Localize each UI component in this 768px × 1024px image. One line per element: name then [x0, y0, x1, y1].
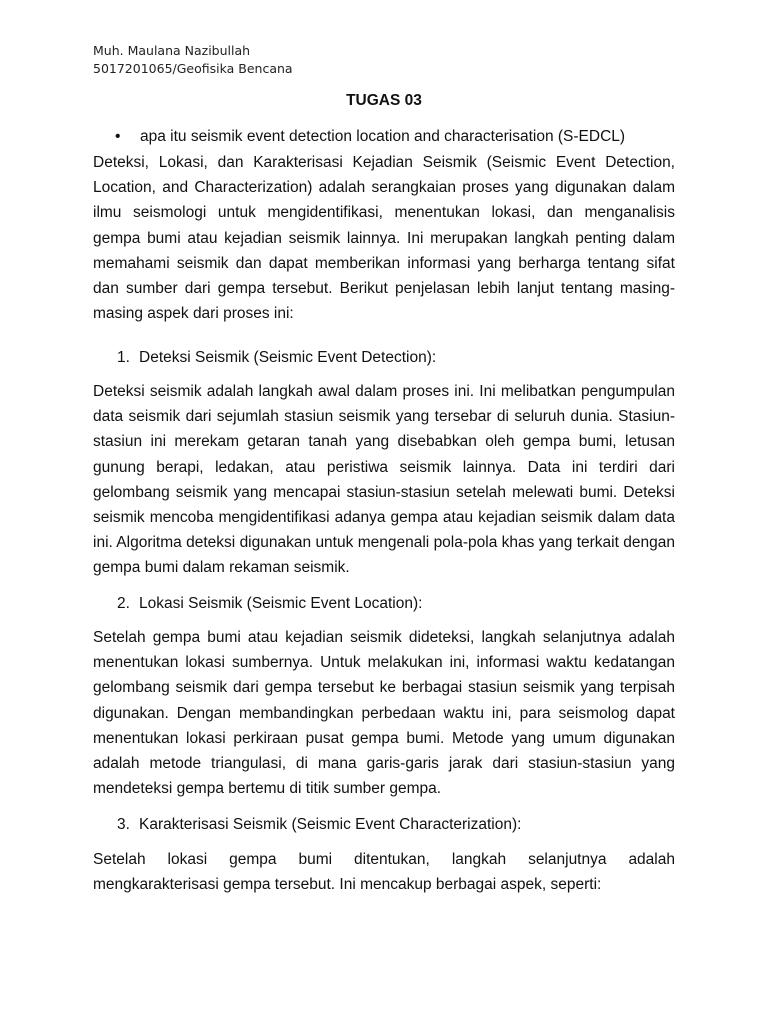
section-heading-2: [117, 594, 422, 614]
section-body-1: Deteksi seismik adalah langkah awal dalam proses ini. Ini melibatkan pengumpulan data seismik dari sejumlah stasiun seismik yang tersebar di seluruh dunia. Stasiun-stasiun ini merekam getaran tanah yang disebabkan oleh gempa bumi, letusan gunung berapi, ledakan, atau peristiwa seismik lainnya. Data ini terdiri dari gelombang seismik yang mencapai stasiun-stasiun setelah melewati bumi. Deteksi seismik mencoba mengidentifikasi adanya gempa atau kejadian seismik dalam data ini. Algoritma deteksi digunakan untuk mengenali pola-pola khas yang terkait dengan gempa bumi dalam rekaman seismik.: [93, 383, 675, 577]
section-heading-3: [117, 815, 521, 835]
section-title-2: Lokasi Seismik (Seismic Event Location):: [139, 595, 423, 612]
question-text: apa itu seismik event detection location and characterisation (S-EDCL): [140, 128, 626, 145]
section-body-2: Setelah gempa bumi atau kejadian seismik dideteksi, langkah selanjutnya adalah menentukan lokasi sumbernya. Untuk melakukan ini, informasi waktu kedatangan gelombang seismik dari gempa tersebut ke berbagai stasiun seismik yang terpisah digunakan. Dengan membandingkan perbedaan waktu ini, para seismolog dapat menentukan lokasi perkiraan pusat gempa bumi. Metode yang umum digunakan adalah metode triangulasi, di mana garis-garis jarak dari stasiun-stasiun yang mendeteksi gempa bertemu di titik sumber gempa.: [93, 629, 675, 798]
intro-paragraph: Deteksi, Lokasi, dan Karakterisasi Kejadian Seismik (Seismic Event Detection, Location, and Characterization) adalah serangkaian proses yang digunakan dalam ilmu seismologi untuk mengidentifikasi, menentukan lokasi, dan menganalisis gempa bumi atau kejadian seismik lainnya. Ini merupakan langkah penting dalam memahami seismik dan dapat memberikan informasi yang berharga tentang sifat dan sumber dari gempa tersebut. Berikut penjelasan lebih lanjut tentang masing-masing aspek dari proses ini:: [93, 154, 675, 323]
section-number-3: 3.: [117, 816, 130, 833]
document-title: TUGAS 03: [346, 92, 422, 109]
question-bullet: [115, 127, 625, 147]
section-number-2: 2.: [117, 595, 130, 612]
section-heading-1: [117, 348, 436, 368]
student-id-department: 5017201065/Geofisika Bencana: [93, 60, 293, 76]
section-body-3: Setelah lokasi gempa bumi ditentukan, langkah selanjutnya adalah mengkarakterisasi gempa tersebut. Ini mencakup berbagai aspek, seperti:: [93, 851, 675, 894]
bullet-icon: •: [115, 128, 121, 145]
section-number-1: 1.: [117, 349, 130, 366]
author-name: Muh. Maulana Nazibullah: [93, 43, 251, 58]
section-title-1: Deteksi Seismik (Seismic Event Detection):: [139, 349, 437, 366]
section-title-3: Karakterisasi Seismik (Seismic Event Characterization):: [139, 816, 522, 833]
document-header: [93, 42, 293, 77]
